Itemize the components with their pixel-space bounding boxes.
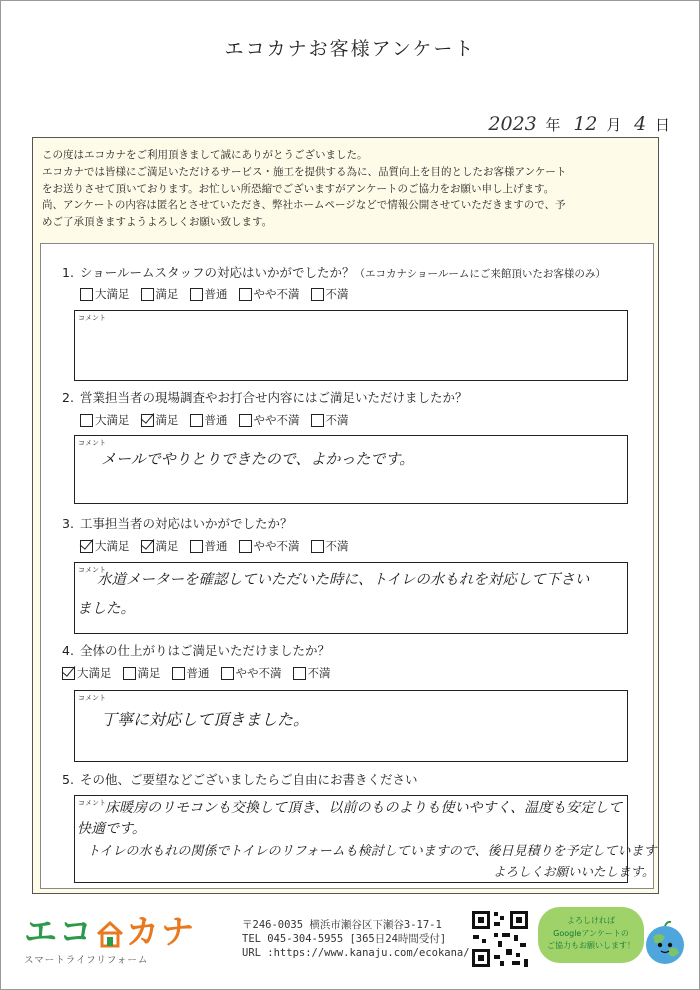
page-title: エコカナお客様アンケート (224, 38, 476, 60)
comment-label: コメント (78, 694, 106, 702)
option-1[interactable] (80, 286, 130, 302)
option-label: 大満足 (95, 539, 130, 553)
house-icon (95, 919, 125, 949)
question-text: 全体の仕上がりはご満足いただけましたか？ (79, 643, 330, 658)
question-5 (62, 770, 417, 788)
question-number: 5. (62, 772, 74, 787)
question-4-comment-box[interactable] (74, 690, 628, 762)
question-3 (62, 514, 292, 532)
question-4 (62, 641, 330, 659)
checkbox[interactable] (80, 414, 93, 427)
option-3[interactable] (190, 412, 228, 428)
handwritten-comment: ました。 (77, 601, 135, 617)
option-3[interactable] (190, 286, 228, 302)
question-number: 4. (62, 643, 74, 658)
date-year: 2023 (488, 113, 537, 135)
question-2-comment-box[interactable] (74, 435, 628, 504)
question-text: ショールームスタッフの対応はいかがでしたか？ (79, 265, 355, 280)
question-text: 工事担当者の対応はいかがでしたか？ (79, 516, 293, 531)
option-3[interactable] (172, 665, 210, 681)
telephone: TEL 045-304-5955 [365日24時間受付] (242, 933, 447, 945)
logo-subtitle: スマートライフリフォーム (24, 955, 149, 966)
option-4[interactable] (221, 665, 282, 681)
handwritten-comment: よろしくお願いいたします。 (493, 864, 655, 879)
checkbox[interactable] (123, 667, 136, 680)
question-2 (62, 388, 467, 406)
mascot-icon (641, 919, 689, 971)
option-5[interactable] (311, 538, 349, 554)
handwritten-comment: 水道メーターを確認していただいた時に、トイレの水もれを対応して下さい (97, 572, 590, 588)
option-4[interactable] (239, 286, 300, 302)
option-label: 大満足 (77, 666, 112, 680)
website-url[interactable]: URL :https://www.kanaju.com/ecokana/ (242, 947, 470, 959)
date-month: 12 (573, 113, 598, 135)
option-1[interactable] (80, 538, 130, 554)
option-label: 満足 (155, 287, 179, 301)
checkbox[interactable] (141, 288, 154, 301)
checkbox[interactable] (190, 414, 203, 427)
option-label: 不満 (325, 539, 349, 553)
option-label: 満足 (155, 413, 179, 427)
checkbox[interactable] (62, 667, 75, 680)
intro-line: この度はエコカナをご利用頂きまして誠にありがとうございました。 (42, 149, 368, 161)
option-label: やや不満 (253, 413, 300, 427)
question-number: 1. (62, 265, 74, 280)
intro-text (42, 147, 652, 231)
option-label: 普通 (204, 539, 228, 553)
question-2-options (80, 412, 349, 428)
intro-line: エコカナでは皆様にご満足いただけるサービス・施工を提供する為に、品質向上を目的としたお客様アンケート (42, 165, 567, 178)
question-text: その他、ご要望などございましたらご自由にお書きください (79, 772, 418, 787)
checkbox[interactable] (141, 414, 154, 427)
google-survey-bubble (538, 907, 644, 963)
checkbox[interactable] (239, 414, 252, 427)
comment-label: コメント (78, 566, 106, 574)
option-2[interactable] (141, 538, 179, 554)
option-label: 不満 (325, 413, 349, 427)
intro-line: をお送りさせて頂いております。お忙しい所恐縮でございますがアンケートのご協力をお願い申し上げます。 (42, 182, 555, 195)
qr-code-icon[interactable] (470, 909, 530, 969)
handwritten-comment: トイレの水もれの関係でトイレのリフォームも検討していますので、後日見積りを予定しています (87, 844, 657, 859)
bubble-line: よろしければ (567, 916, 615, 925)
option-4[interactable] (239, 538, 300, 554)
option-2[interactable] (123, 665, 161, 681)
checkbox[interactable] (293, 667, 306, 680)
option-label: 不満 (307, 666, 331, 680)
question-number: 2. (62, 390, 74, 405)
question-4-options (62, 665, 331, 681)
intro-line: 尚、アンケートの内容は匿名とさせていただき、弊社ホームページなどで情報公開させていただきますので、予 (42, 199, 566, 212)
contact-info (242, 918, 470, 960)
checkbox[interactable] (190, 288, 203, 301)
option-label: 普通 (204, 287, 228, 301)
question-1 (62, 263, 606, 281)
option-label: やや不満 (253, 287, 300, 301)
option-5[interactable] (311, 412, 349, 428)
checkbox[interactable] (239, 288, 252, 301)
checkbox[interactable] (239, 540, 252, 553)
date-year-label: 年 (545, 116, 561, 134)
handwritten-comment: 快適です。 (77, 821, 146, 837)
intro-line: めご了承頂きますようよろしくお願い致します。 (42, 216, 273, 229)
question-3-comment-box[interactable] (74, 562, 628, 634)
address: 〒246-0035 横浜市瀬谷区下瀬谷3-17-1 (242, 919, 442, 931)
question-text: 営業担当者の現場調査やお打合せ内容にはご満足いただけましたか？ (79, 390, 468, 405)
checkbox[interactable] (80, 540, 93, 553)
option-label: 大満足 (95, 287, 130, 301)
date-month-label: 月 (606, 116, 622, 134)
handwritten-comment: 床暖房のリモコンも交換して頂き、以前のものよりも使いやすく、温度も安定して (105, 800, 623, 816)
checkbox[interactable] (172, 667, 185, 680)
option-2[interactable] (141, 412, 179, 428)
question-1-options (80, 286, 349, 302)
comment-label: コメント (78, 314, 106, 322)
checkbox[interactable] (80, 288, 93, 301)
question-5-comment-box[interactable] (74, 795, 657, 883)
option-label: 普通 (186, 666, 210, 680)
checkbox[interactable] (221, 667, 234, 680)
option-1[interactable] (80, 412, 130, 428)
checkbox[interactable] (311, 540, 324, 553)
date-day-label: 日 (654, 116, 670, 134)
comment-label: コメント (78, 439, 106, 447)
option-label: 満足 (137, 666, 161, 680)
option-4[interactable] (239, 412, 300, 428)
ecokana-logo (24, 913, 196, 966)
option-label: 満足 (155, 539, 179, 553)
bubble-line: Googleアンケートの (553, 928, 629, 938)
question-3-options (80, 538, 349, 554)
handwritten-comment: 丁寧に対応して頂きました。 (101, 710, 310, 729)
question-note: （エコカナショールームにご来館頂いたお客様のみ） (354, 268, 606, 280)
option-label: 不満 (325, 287, 349, 301)
option-label: 大満足 (95, 413, 130, 427)
checkbox[interactable] (141, 540, 154, 553)
handwritten-comment: メールでやりとりできたので、よかったです。 (101, 450, 415, 468)
bubble-line: ご協力もお願いします！ (547, 941, 635, 950)
comment-label: コメント (78, 799, 106, 807)
checkbox[interactable] (311, 288, 324, 301)
option-label: 普通 (204, 413, 228, 427)
checkbox[interactable] (311, 414, 324, 427)
date (488, 113, 678, 135)
option-label: やや不満 (235, 666, 282, 680)
date-day: 4 (634, 113, 647, 135)
option-5[interactable] (293, 665, 331, 681)
logo-text-2: カナ (126, 912, 196, 951)
logo-text: エコ (24, 912, 94, 951)
option-5[interactable] (311, 286, 349, 302)
option-2[interactable] (141, 286, 179, 302)
option-label: やや不満 (253, 539, 300, 553)
question-number: 3. (62, 516, 74, 531)
question-1-comment-box[interactable] (74, 310, 628, 381)
checkbox[interactable] (190, 540, 203, 553)
option-3[interactable] (190, 538, 228, 554)
footer (0, 905, 700, 985)
option-1[interactable] (62, 665, 112, 681)
